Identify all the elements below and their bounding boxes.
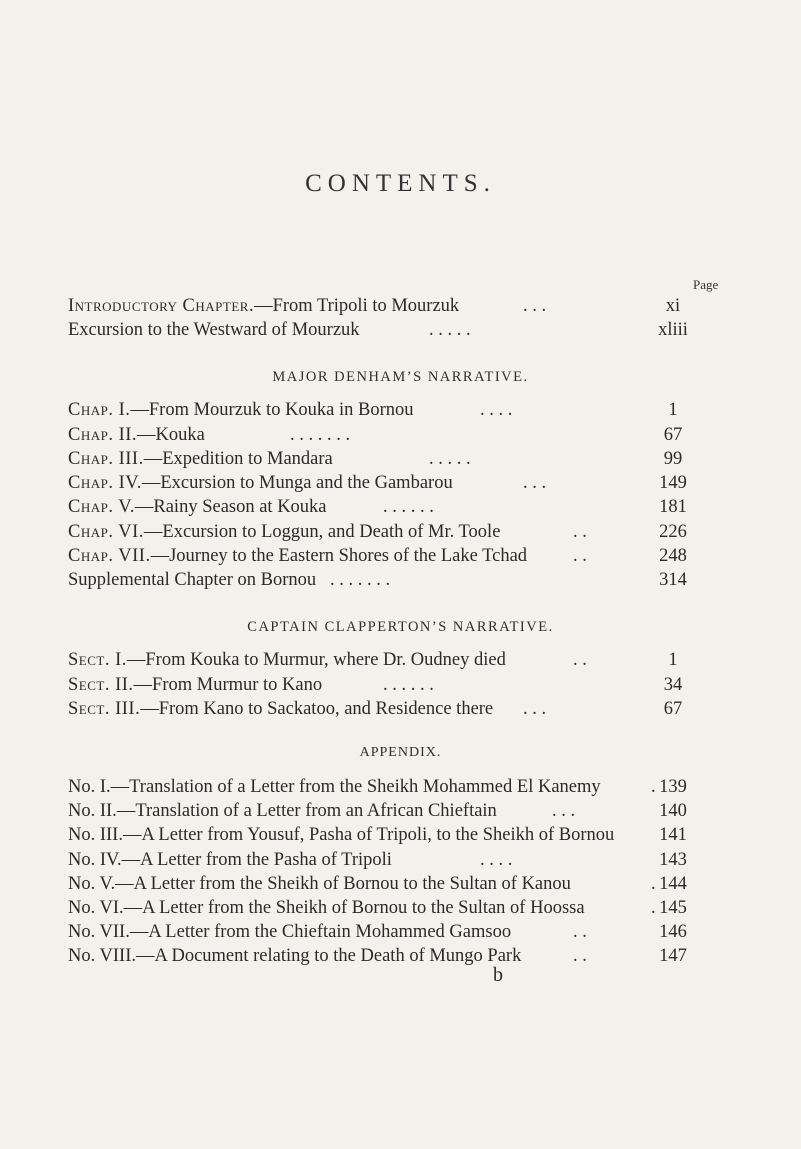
toc-entry-chap-4: [68, 471, 708, 495]
entry-label: No. VIII.: [68, 946, 136, 966]
page-number: 140: [659, 801, 687, 821]
entry-label: Sect. II.: [68, 675, 134, 695]
toc-entry-sect-2: [68, 673, 708, 697]
leader-dots: . . . . . .: [383, 497, 434, 517]
entry-title: —From Kouka to Murmur, where Dr. Oudney died: [126, 650, 506, 670]
toc-entry-appendix-6: [68, 896, 708, 920]
leader-dots: . . .: [523, 296, 547, 316]
entry-title: —Excursion to Loggun, and Death of Mr. Toole: [143, 522, 501, 542]
leader-dots: .: [651, 898, 656, 918]
entry-text: [68, 944, 521, 968]
entry-text: [68, 799, 497, 823]
entry-title: —Journey to the Eastern Shores of the Lake Tchad: [150, 546, 528, 566]
entry-text: [68, 520, 500, 544]
page-number: 141: [659, 825, 687, 845]
entry-title: —A Letter from the Sheikh of Bornou to the Sultan of Hoossa: [123, 898, 585, 918]
page-number: 34: [663, 675, 683, 695]
entry-label: Sect. I.: [68, 650, 127, 670]
entry-label: No. VII.: [68, 922, 130, 942]
entry-label: Chap. VI.: [68, 522, 144, 542]
leader-dots: . .: [573, 522, 587, 542]
entry-title: —From Murmur to Kano: [133, 675, 323, 695]
leader-dots: . . . . . . .: [330, 570, 391, 590]
entry-text: [68, 872, 571, 896]
entry-title: —A Letter from Yousuf, Pasha of Tripoli, to the Sheikh of Bornou: [122, 825, 615, 845]
entry-label: Introductory Chapter.: [68, 296, 255, 316]
toc-entry-appendix-5: [68, 872, 708, 896]
page-number: 67: [663, 699, 683, 719]
leader-dots: . .: [573, 946, 587, 966]
entry-text: [68, 447, 333, 471]
entry-text: [68, 648, 506, 672]
entry-title: Supplemental Chapter on Bornou: [68, 570, 317, 590]
toc-entry-chap-5: [68, 495, 708, 519]
entry-title: —A Document relating to the Death of Mungo Park: [136, 946, 522, 966]
entry-title: —Translation of a Letter from the Sheikh Mohammed El Kanemy: [110, 777, 601, 797]
toc-entry-chap-2: [68, 423, 708, 447]
leader-dots: . . . .: [480, 850, 513, 870]
entry-text: [68, 544, 527, 568]
entry-title: —From Tripoli to Mourzuk: [254, 296, 460, 316]
page-number: xi: [665, 296, 681, 316]
entry-title: —Translation of a Letter from an African Chieftain: [116, 801, 497, 821]
entry-label: No. III.: [68, 825, 123, 845]
entry-title: —A Letter from the Sheikh of Bornou to the Sultan of Kanou: [115, 874, 571, 894]
toc-entry-chap-6: [68, 520, 708, 544]
page-number: 146: [659, 922, 687, 942]
entry-label: No. V.: [68, 874, 116, 894]
leader-dots: . .: [573, 922, 587, 942]
toc-entry-appendix-1: [68, 775, 708, 799]
entry-title: —Kouka: [137, 425, 205, 445]
entry-label: Chap. IV.: [68, 473, 142, 493]
page-number: 181: [659, 497, 687, 517]
leader-dots: . . .: [523, 473, 547, 493]
page-title: CONTENTS.: [305, 170, 496, 197]
page-number: xliii: [658, 320, 688, 340]
section-heading-clapperton: CAPTAIN CLAPPERTON’S NARRATIVE.: [247, 619, 554, 635]
entry-title: —Rainy Season at Kouka: [134, 497, 327, 517]
page-number: 226: [659, 522, 687, 542]
entry-title: —Excursion to Munga and the Gambarou: [141, 473, 453, 493]
entry-text: [68, 495, 327, 519]
entry-text: [68, 775, 601, 799]
toc-entry-supplemental: [68, 568, 708, 592]
signature-mark: b: [493, 964, 503, 986]
page-column-label: Page: [693, 277, 719, 292]
entry-text: [68, 896, 585, 920]
section-heading-denham: MAJOR DENHAM’S NARRATIVE.: [272, 369, 529, 385]
entry-title: —Expedition to Mandara: [143, 449, 333, 469]
leader-dots: .: [651, 777, 656, 797]
leader-dots: . . . . .: [429, 449, 471, 469]
toc-entry-sect-1: [68, 648, 708, 672]
toc-entry-appendix-8: [68, 944, 708, 968]
page-number: 145: [659, 898, 687, 918]
entry-label: Chap. V.: [68, 497, 135, 517]
entry-label: No. I.: [68, 777, 111, 797]
leader-dots: . . .: [523, 699, 547, 719]
page-number: 99: [663, 449, 683, 469]
leader-dots: . .: [573, 650, 587, 670]
entry-title: —A Letter from the Chieftain Mohammed Gamsoo: [129, 922, 512, 942]
entry-title: Excursion to the Westward of Mourzuk: [68, 320, 360, 340]
toc-entry-sect-3: [68, 697, 708, 721]
toc-entry-appendix-4: [68, 848, 708, 872]
entry-label: Chap. III.: [68, 449, 144, 469]
entry-label: No. VI.: [68, 898, 124, 918]
entry-title: —A Letter from the Pasha of Tripoli: [121, 850, 392, 870]
entry-title: —From Kano to Sackatoo, and Residence there: [140, 699, 494, 719]
toc-entry-appendix-2: [68, 799, 708, 823]
page-number: 139: [659, 777, 687, 797]
page-number: 67: [663, 425, 683, 445]
leader-dots: . . . .: [480, 400, 513, 420]
toc-entry-chap-1: [68, 398, 708, 422]
entry-text: [68, 423, 205, 447]
toc-entry-chap-7: [68, 544, 708, 568]
page-number: 149: [659, 473, 687, 493]
page-number: 147: [659, 946, 687, 966]
leader-dots: . . . . . .: [383, 675, 434, 695]
entry-text: [68, 848, 392, 872]
entry-label: No. IV.: [68, 850, 122, 870]
entry-label: Sect. III.: [68, 699, 141, 719]
entry-label: Chap. II.: [68, 425, 138, 445]
page-number: 1: [668, 650, 678, 670]
leader-dots: . .: [573, 546, 587, 566]
entry-text: [68, 920, 511, 944]
entry-text: [68, 471, 453, 495]
toc-entry-introductory: [68, 294, 708, 318]
entry-text: [68, 823, 614, 847]
page-number: 314: [659, 570, 687, 590]
page-number: 144: [659, 874, 687, 894]
toc-entry-appendix-3: [68, 823, 708, 847]
entry-text: [68, 673, 322, 697]
page-number: 248: [659, 546, 687, 566]
page-number: 143: [659, 850, 687, 870]
leader-dots: . . . . . . .: [290, 425, 351, 445]
entry-label: No. II.: [68, 801, 117, 821]
entry-label: Chap. VII.: [68, 546, 151, 566]
toc-entry-excursion-westward: [68, 318, 708, 342]
leader-dots: . . . . .: [429, 320, 471, 340]
entry-title: —From Mourzuk to Kouka in Bornou: [130, 400, 414, 420]
entry-text: [68, 697, 493, 721]
toc-entry-chap-3: [68, 447, 708, 471]
page-number: 1: [668, 400, 678, 420]
leader-dots: .: [651, 874, 656, 894]
entry-label: Chap. I.: [68, 400, 131, 420]
section-heading-appendix: APPENDIX.: [359, 745, 442, 760]
entry-text: [68, 568, 316, 592]
entry-text: [68, 294, 459, 318]
toc-entry-appendix-7: [68, 920, 708, 944]
entry-text: [68, 318, 360, 342]
leader-dots: . . .: [552, 801, 576, 821]
entry-text: [68, 398, 414, 422]
